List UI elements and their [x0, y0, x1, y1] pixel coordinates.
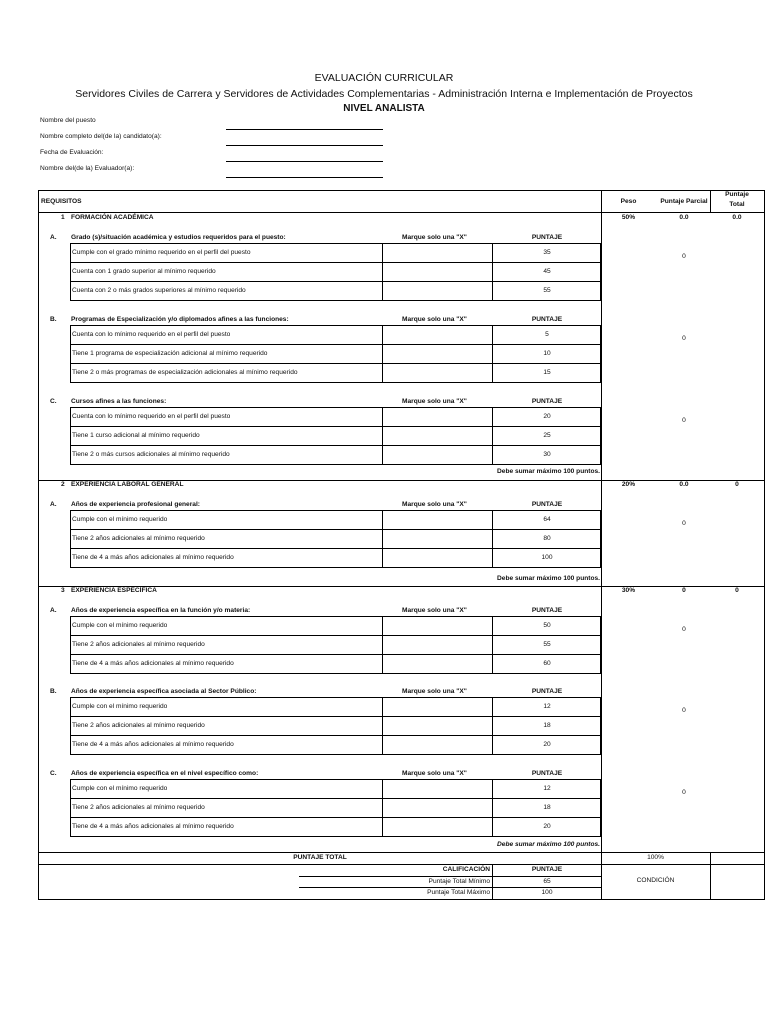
option-points: 60 — [543, 660, 551, 667]
sub-parcial: 0 — [682, 707, 686, 714]
marque-label: Marque solo una "X" — [402, 501, 467, 508]
sub-title: Grado (s)/situación académica y estudios requeridos para el puesto: — [71, 234, 286, 241]
section-number: 2 — [61, 481, 65, 488]
evaluation-table — [38, 190, 765, 853]
marque-label: Marque solo una "X" — [402, 607, 467, 614]
sub-title: Cursos afines a las funciones: — [71, 398, 167, 405]
mark-x-cell[interactable] — [382, 426, 493, 446]
option-text: Tiene 2 o más programas de especialización adicionales al mínimo requerido — [72, 369, 298, 376]
option-points: 18 — [543, 804, 551, 811]
field-line-puesto[interactable] — [226, 129, 383, 130]
points-cell — [492, 798, 601, 818]
option-points: 80 — [543, 535, 551, 542]
sub-letter: B. — [50, 688, 57, 695]
option-row — [70, 798, 383, 818]
points-cell — [492, 325, 601, 345]
points-cell — [492, 445, 601, 465]
option-row — [70, 363, 383, 383]
option-text: Cuenta con lo mínimo requerido en el perfil del puesto — [72, 331, 231, 338]
option-points: 100 — [541, 554, 553, 561]
option-row — [70, 325, 383, 345]
mark-x-cell[interactable] — [382, 363, 493, 383]
section-note: Debe sumar máximo 100 puntos. — [497, 841, 600, 848]
points-cell — [492, 635, 601, 655]
mark-x-cell[interactable] — [382, 735, 493, 755]
section-total: 0 — [735, 587, 739, 594]
mark-x-cell[interactable] — [382, 243, 493, 263]
option-text: Cumple con el mínimo requerido — [72, 703, 168, 710]
puntaje-col-label: PUNTAJE — [531, 316, 563, 323]
points-cell — [492, 697, 601, 717]
option-points: 35 — [543, 249, 551, 256]
option-points: 18 — [543, 722, 551, 729]
option-row — [70, 817, 383, 837]
option-row — [70, 735, 383, 755]
mark-x-cell[interactable] — [382, 510, 493, 530]
section-total: 0 — [735, 481, 739, 488]
option-row — [70, 445, 383, 465]
puntaje-col-label: PUNTAJE — [531, 607, 563, 614]
section-title: EXPERIENCIA LABORAL GENERAL — [71, 481, 184, 488]
col-total-1: Puntaje — [725, 191, 749, 198]
option-text: Cuenta con 2 o más grados superiores al mínimo requerido — [72, 287, 246, 294]
mark-x-cell[interactable] — [382, 635, 493, 655]
option-points: 30 — [543, 451, 551, 458]
mark-x-cell[interactable] — [382, 654, 493, 674]
sub-parcial: 0 — [682, 253, 686, 260]
marque-label: Marque solo una "X" — [402, 688, 467, 695]
points-cell — [492, 735, 601, 755]
field-label-fecha: Fecha de Evaluación: — [40, 149, 104, 156]
section-title: EXPERIENCIA ESPECÍFICA — [71, 587, 157, 594]
option-row — [70, 407, 383, 427]
points-cell — [492, 281, 601, 301]
option-row — [70, 281, 383, 301]
field-line-evaluador[interactable] — [226, 177, 383, 178]
option-text: Tiene de 4 a más años adicionales al mínimo requerido — [72, 554, 234, 561]
option-text: Tiene 2 años adicionales al mínimo requerido — [72, 641, 205, 648]
points-cell — [492, 344, 601, 364]
option-text: Cumple con el mínimo requerido — [72, 516, 168, 523]
sub-letter: B. — [50, 316, 57, 323]
section-note: Debe sumar máximo 100 puntos. — [497, 468, 600, 475]
option-points: 20 — [543, 741, 551, 748]
sub-letter: A. — [50, 501, 57, 508]
marque-label: Marque solo una "X" — [402, 770, 467, 777]
mark-x-cell[interactable] — [382, 281, 493, 301]
section-peso: 50% — [621, 214, 636, 221]
sub-letter: A. — [50, 607, 57, 614]
sub-parcial: 0 — [682, 335, 686, 342]
option-text: Tiene 2 años adicionales al mínimo requerido — [72, 722, 205, 729]
points-cell — [492, 407, 601, 427]
section-title: FORMACIÓN ACADÉMICA — [71, 214, 154, 221]
sub-title: Años de experiencia específica en el nivel específico como: — [71, 770, 259, 777]
option-text: Tiene 2 años adicionales al mínimo requerido — [72, 535, 205, 542]
max-value: 100 — [541, 889, 553, 896]
option-row — [70, 548, 383, 568]
section-peso: 30% — [621, 587, 636, 594]
mark-x-cell[interactable] — [382, 262, 493, 282]
calificacion-label: CALIFICACIÓN — [442, 866, 490, 873]
puntaje-col-label: PUNTAJE — [531, 234, 563, 241]
option-row — [70, 697, 383, 717]
option-row — [70, 654, 383, 674]
points-cell — [492, 262, 601, 282]
points-cell — [492, 654, 601, 674]
option-points: 55 — [543, 641, 551, 648]
section-total: 0.0 — [732, 214, 742, 221]
puntaje-col-label: PUNTAJE — [531, 501, 563, 508]
field-line-fecha[interactable] — [226, 161, 383, 162]
points-cell — [492, 779, 601, 799]
points-cell — [492, 716, 601, 736]
option-points: 20 — [543, 823, 551, 830]
col-divider — [601, 191, 602, 853]
option-row — [70, 635, 383, 655]
mark-x-cell[interactable] — [382, 407, 493, 427]
section-note: Debe sumar máximo 100 puntos. — [497, 575, 600, 582]
option-text: Tiene de 4 a más años adicionales al mínimo requerido — [72, 823, 234, 830]
section-parcial: 0 — [682, 587, 686, 594]
option-text: Cuenta con lo mínimo requerido en el perfil del puesto — [72, 413, 231, 420]
option-row — [70, 616, 383, 636]
option-points: 55 — [543, 287, 551, 294]
totals-footer — [38, 852, 765, 900]
puntaje-col-label: PUNTAJE — [531, 770, 563, 777]
option-points: 45 — [543, 268, 551, 275]
marque-label: Marque solo una "X" — [402, 234, 467, 241]
min-label: Puntaje Total Mínimo — [428, 878, 490, 885]
field-label-puesto: Nombre del puesto — [40, 117, 96, 124]
col-total-2: Total — [729, 201, 745, 208]
field-line-candidato[interactable] — [226, 145, 383, 146]
option-text: Cumple con el grado mínimo requerido en el perfil del puesto — [72, 249, 251, 256]
option-text: Cumple con el mínimo requerido — [72, 622, 168, 629]
points-cell — [492, 243, 601, 263]
mark-x-cell[interactable] — [382, 798, 493, 818]
condicion-label: CONDICIÓN — [636, 877, 675, 884]
section-parcial: 0.0 — [679, 481, 689, 488]
sub-parcial: 0 — [682, 789, 686, 796]
marque-label: Marque solo una "X" — [402, 316, 467, 323]
option-row — [70, 344, 383, 364]
option-points: 12 — [543, 703, 551, 710]
page-subtitle: Servidores Civiles de Carrera y Servidores de Actividades Complementarias - Administración Interna e Implementación de Proyectos — [75, 88, 693, 100]
puntaje-label: PUNTAJE — [531, 866, 563, 873]
option-text: Tiene de 4 a más años adicionales al mínimo requerido — [72, 660, 234, 667]
points-cell — [492, 510, 601, 530]
mark-x-cell[interactable] — [382, 616, 493, 636]
points-cell — [492, 363, 601, 383]
page-title: EVALUACIÓN CURRICULAR — [314, 72, 454, 84]
mark-x-cell[interactable] — [382, 716, 493, 736]
option-row — [70, 716, 383, 736]
puntaje-col-label: PUNTAJE — [531, 688, 563, 695]
max-label: Puntaje Total Máximo — [427, 889, 490, 896]
option-row — [70, 779, 383, 799]
sub-letter: A. — [50, 234, 57, 241]
mark-x-cell[interactable] — [382, 817, 493, 837]
field-label-candidato: Nombre completo del(de la) candidato(a): — [40, 133, 162, 140]
mark-x-cell[interactable] — [382, 548, 493, 568]
points-cell — [492, 548, 601, 568]
option-points: 64 — [543, 516, 551, 523]
sub-letter: C. — [50, 770, 57, 777]
option-row — [70, 426, 383, 446]
sub-parcial: 0 — [682, 626, 686, 633]
field-label-evaluador: Nombre del(de la) Evaluador(a): — [40, 165, 135, 172]
points-cell — [492, 529, 601, 549]
option-text: Tiene 2 años adicionales al mínimo requerido — [72, 804, 205, 811]
option-points: 15 — [543, 369, 551, 376]
col-parcial: Puntaje Parcial — [660, 198, 708, 205]
option-points: 5 — [545, 331, 549, 338]
total-pct: 100% — [647, 854, 664, 861]
puntaje-col-label: PUNTAJE — [531, 398, 563, 405]
option-points: 20 — [543, 413, 551, 420]
option-text: Tiene 1 curso adicional al mínimo requerido — [72, 432, 200, 439]
mark-x-cell[interactable] — [382, 344, 493, 364]
mark-x-cell[interactable] — [382, 529, 493, 549]
option-text: Tiene 1 programa de especialización adicional al mínimo requerido — [72, 350, 268, 357]
sub-parcial: 0 — [682, 520, 686, 527]
marque-label: Marque solo una "X" — [402, 398, 467, 405]
option-row — [70, 529, 383, 549]
sub-title: Años de experiencia específica en la función y/o materia: — [71, 607, 251, 614]
sub-parcial: 0 — [682, 417, 686, 424]
points-cell — [492, 426, 601, 446]
option-text: Tiene 2 o más cursos adicionales al mínimo requerido — [72, 451, 230, 458]
option-points: 25 — [543, 432, 551, 439]
level-title: NIVEL ANALISTA — [343, 103, 425, 114]
section-number: 1 — [61, 214, 65, 221]
option-text: Cumple con el mínimo requerido — [72, 785, 168, 792]
mark-x-cell[interactable] — [382, 445, 493, 465]
sub-letter: C. — [50, 398, 57, 405]
total-label: PUNTAJE TOTAL — [293, 854, 347, 861]
sub-title: Programas de Especialización y/o diplomados afines a las funciones: — [71, 316, 289, 323]
option-row — [70, 510, 383, 530]
option-row — [70, 262, 383, 282]
option-points: 50 — [543, 622, 551, 629]
min-value: 65 — [543, 878, 551, 885]
sub-title: Años de experiencia profesional general: — [71, 501, 200, 508]
col-requisitos: REQUISITOS — [41, 198, 82, 205]
option-row — [70, 243, 383, 263]
sub-title: Años de experiencia específica asociada al Sector Público: — [71, 688, 257, 695]
section-peso: 20% — [621, 481, 636, 488]
points-cell — [492, 616, 601, 636]
option-text: Cuenta con 1 grado superior al mínimo requerido — [72, 268, 216, 275]
mark-x-cell[interactable] — [382, 779, 493, 799]
option-points: 10 — [543, 350, 551, 357]
points-cell — [492, 817, 601, 837]
mark-x-cell[interactable] — [382, 697, 493, 717]
mark-x-cell[interactable] — [382, 325, 493, 345]
option-text: Tiene de 4 a más años adicionales al mínimo requerido — [72, 741, 234, 748]
section-parcial: 0.0 — [679, 214, 689, 221]
col-peso: Peso — [620, 198, 637, 205]
option-points: 12 — [543, 785, 551, 792]
section-number: 3 — [61, 587, 65, 594]
